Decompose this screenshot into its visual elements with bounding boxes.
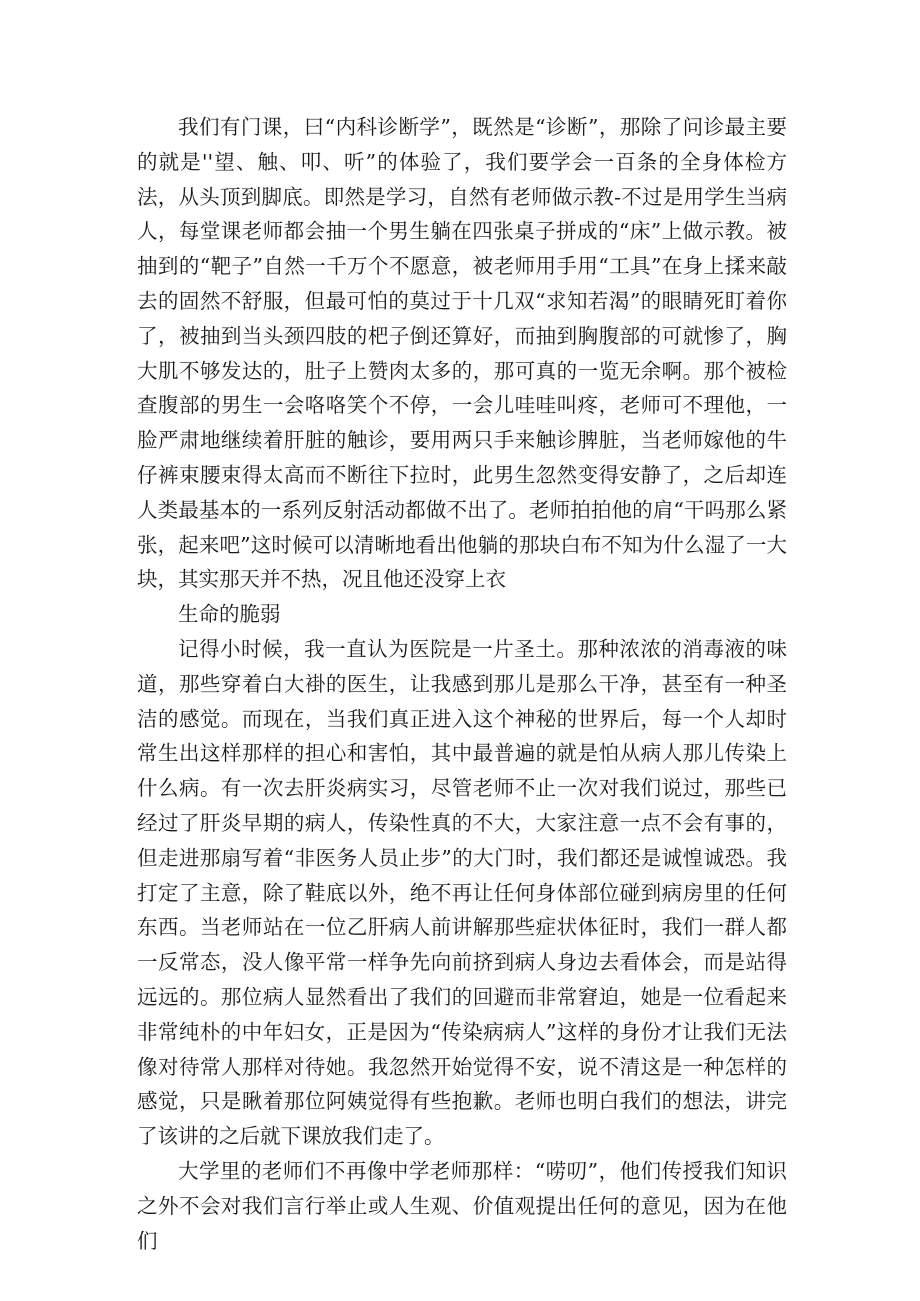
paragraph-diagnostics-class: 我们有门课，曰“内科诊断学”，既然是“诊断”，那除了问诊最主要的就是''望、触、叩、听”的体验了，我们要学会一百条的全身体检方法，从头顶到脚底。即然是学习，自然有老师做示教-不过是用学生当病人，每堂课老师都会抽一个男生躺在四张桌子拼成的“床”上做示教。被抽到的“靶子”自然一千万个不愿意，被老师用手用“工具”在身上揉来敲去的固然不舒服，但最可怕的莫过于十几双“求知若渴”的眼睛死盯着你了，被抽到当头颈四肢的杷子倒还算好，而抽到胸腹部的可就惨了，胸大肌不够发达的，肚子上赞肉太多的，那可真的一览无余啊。那个被检查腹部的男生一会咯咯笑个不停，一会儿哇哇叫疼，老师可不理他，一脸严肃地继续着肝脏的触诊，要用两只手来触诊脾脏，当老师嫁他的牛仔裤束腰束得太高而不断往下拉时，此男生忽然变得安静了，之后却连人类最基本的一系列反射活动都做不出了。老师拍拍他的肩“干吗那么紧张，起来吧”这时候可以清晰地看出他躺的那块白布不知为什么湿了一大块，其实那天并不热，况且他还没穿上衣 (137, 115, 787, 592)
section-heading-fragility-of-life: 生命的脆弱 (178, 602, 281, 627)
paragraph-hospital-memory: 记得小时候，我一直认为医院是一片圣土。那种浓浓的消毒液的味道，那些穿着白大褂的医生，让我感到那儿是那么干净，甚至有一种圣洁的感觉。而现在，当我们真正进入这个神秘的世界后，每一个人却时常生出这样那样的担心和害怕，其中最普遍的就是怕从病人那儿传染上什么病。有一次去肝炎病实习，尽管老师不止一次对我们说过，那些已经过了肝炎早期的病人，传染性真的不大，大家注意一点不会有事的，但走进那扇写着“非医务人员止步”的大门时，我们都还是诚惶诚恐。我打定了主意，除了鞋底以外，绝不再让任何身体部位碰到病房里的任何东西。当老师站在一位乙肝病人前讲解那些症状体征时，我们一群人都一反常态，没人像平常一样争先向前挤到病人身边去看体会，而是站得远远的。那位病人显然看出了我们的回避而非常窘迫，她是一位看起来非常纯朴的中年妇女，正是因为“传染病病人”这样的身份才让我们无法像对待常人那样对待她。我忽然开始觉得不安，说不清这是一种怎样的感觉，只是瞅着那位阿姨觉得有些抱歉。老师也明白我们的想法，讲完了该讲的之后就下课放我们走了。 (137, 636, 787, 1149)
paragraph-university-teachers: 大学里的老师们不再像中学老师那样：“唠叨”，他们传授我们知识之外不会对我们言行举止或人生观、价值观提出任何的意见，因为在他们 (137, 1158, 787, 1253)
document-body (137, 110, 787, 1258)
